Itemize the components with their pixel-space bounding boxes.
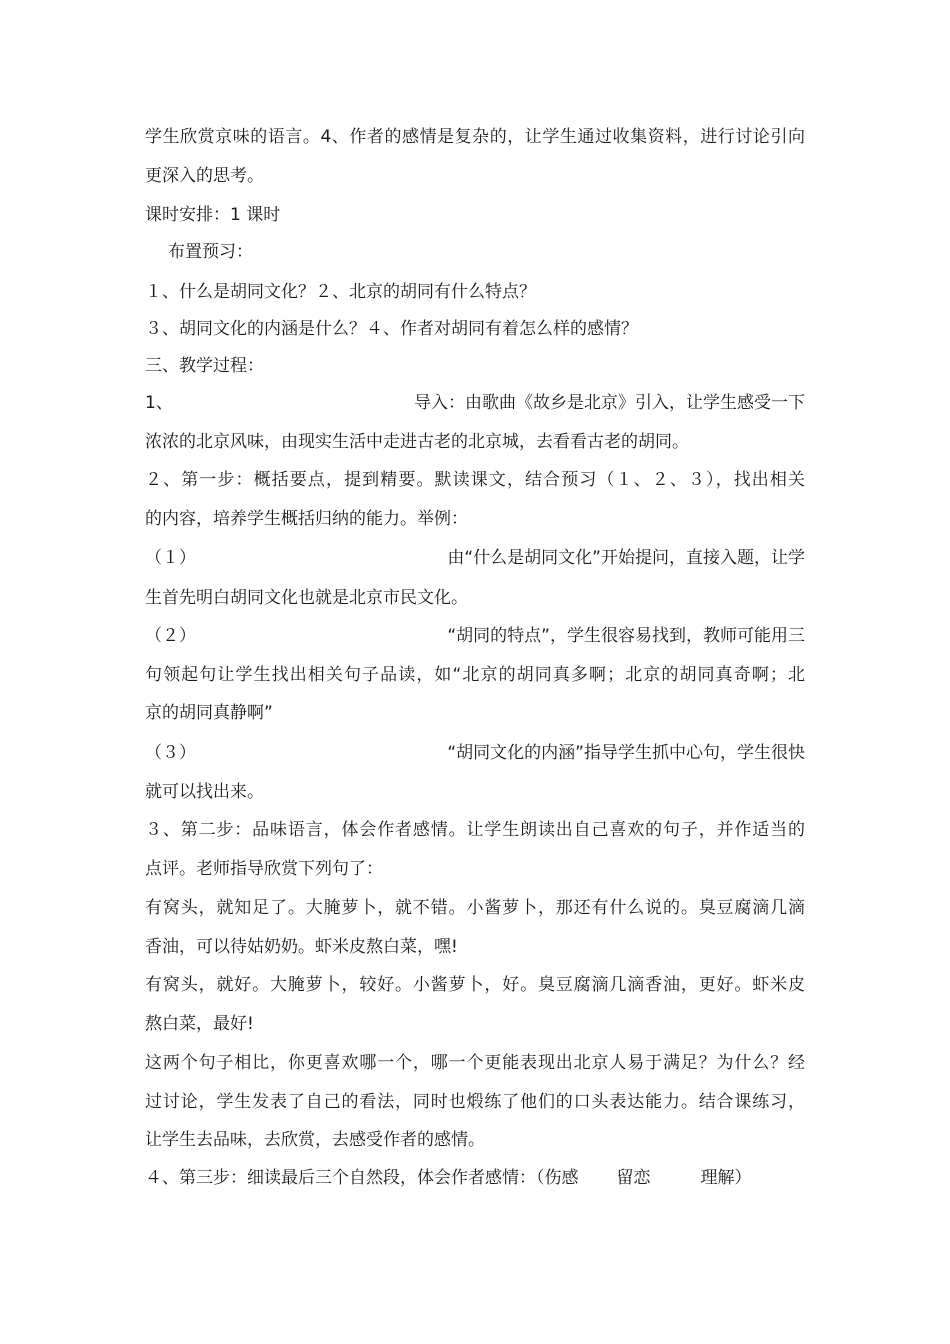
paragraph-line: ３、第二步：品味语言，体会作者感情。让学生朗读出自己喜欢的句子，并作适当的 xyxy=(145,820,805,840)
example-text: “胡同文化的内涵”指导学生抓中心句，学生很快 xyxy=(447,743,805,763)
step-three-text: ４、第三步：细读最后三个自然段，体会作者感情：（伤感 xyxy=(145,1168,579,1188)
example-number: （１） xyxy=(145,548,196,568)
class-hours-line: 课时安排：1 课时 xyxy=(145,205,281,225)
paragraph-line: 让学生去品味，去欣赏，去感受作者的感情。 xyxy=(145,1130,485,1150)
emotion-understanding: 理解） xyxy=(700,1168,752,1188)
example-text: 由“什么是胡同文化”开始提问，直接入题，让学 xyxy=(447,548,805,568)
step-three-line xyxy=(145,1166,752,1190)
example-sentence-line: 有窝头，就好。大腌萝卜，较好。小酱萝卜，好。臭豆腐滴几滴香油，更好。虾米皮 xyxy=(145,975,805,995)
paragraph-line: 句领起句让学生找出相关句子品读，如“北京的胡同真多啊；北京的胡同真奇啊；北 xyxy=(145,665,805,685)
step-text: 导入：由歌曲《故乡是北京》引入，让学生感受一下 xyxy=(414,393,805,413)
example-line xyxy=(145,624,805,648)
example-sentence-line: 有窝头，就知足了。大腌萝卜，就不错。小酱萝卜，那还有什么说的。臭豆腐滴几滴 xyxy=(145,898,805,918)
example-line xyxy=(145,546,805,570)
paragraph-line: 浓浓的北京风味，由现实生活中走进古老的北京城，去看看古老的胡同。 xyxy=(145,432,689,452)
step-line xyxy=(145,391,805,415)
paragraph-line: 过讨论，学生发表了自己的看法，同时也煅练了他们的口头表达能力。结合课练习， xyxy=(145,1092,805,1112)
example-text: “胡同的特点”，学生很容易找到，教师可能用三 xyxy=(447,626,805,646)
paragraph-line: 生首先明白胡同文化也就是北京市民文化。 xyxy=(145,588,468,608)
example-sentence-line: 熬白菜，最好! xyxy=(145,1014,254,1034)
example-number: （３） xyxy=(145,743,196,763)
paragraph-line: 京的胡同真静啊” xyxy=(145,703,273,723)
paragraph-line: 点评。老师指导欣赏下列句了： xyxy=(145,859,383,879)
paragraph-line: ２、第一步：概括要点，提到精要。默读课文，结合预习（１、２、３），找出相关 xyxy=(145,470,805,490)
preview-question-line: １、什么是胡同文化？２、北京的胡同有什么特点？ xyxy=(145,282,536,302)
paragraph-line: 这两个句子相比，你更喜欢哪一个，哪一个更能表现出北京人易于满足？为什么？经 xyxy=(145,1053,805,1073)
paragraph-line: 就可以找出来。 xyxy=(145,782,264,802)
preview-heading: 布置预习： xyxy=(168,242,253,262)
preview-question-line: ３、胡同文化的内涵是什么？４、作者对胡同有着怎么样的感情？ xyxy=(145,319,638,339)
step-number: 1、 xyxy=(145,393,173,413)
example-line xyxy=(145,741,805,765)
example-number: （２） xyxy=(145,626,196,646)
example-sentence-line: 香油，可以待姑奶奶。虾米皮熬白菜，嘿! xyxy=(145,937,458,957)
emotion-nostalgia: 留恋 xyxy=(616,1168,651,1188)
paragraph-line: 学生欣赏京味的语言。4、作者的感情是复杂的，让学生通过收集资料，进行讨论引向 xyxy=(145,127,805,147)
paragraph-line: 更深入的思考。 xyxy=(145,166,264,186)
section-heading: 三、教学过程： xyxy=(145,356,264,376)
paragraph-line: 的内容，培养学生概括归纳的能力。举例： xyxy=(145,509,468,529)
